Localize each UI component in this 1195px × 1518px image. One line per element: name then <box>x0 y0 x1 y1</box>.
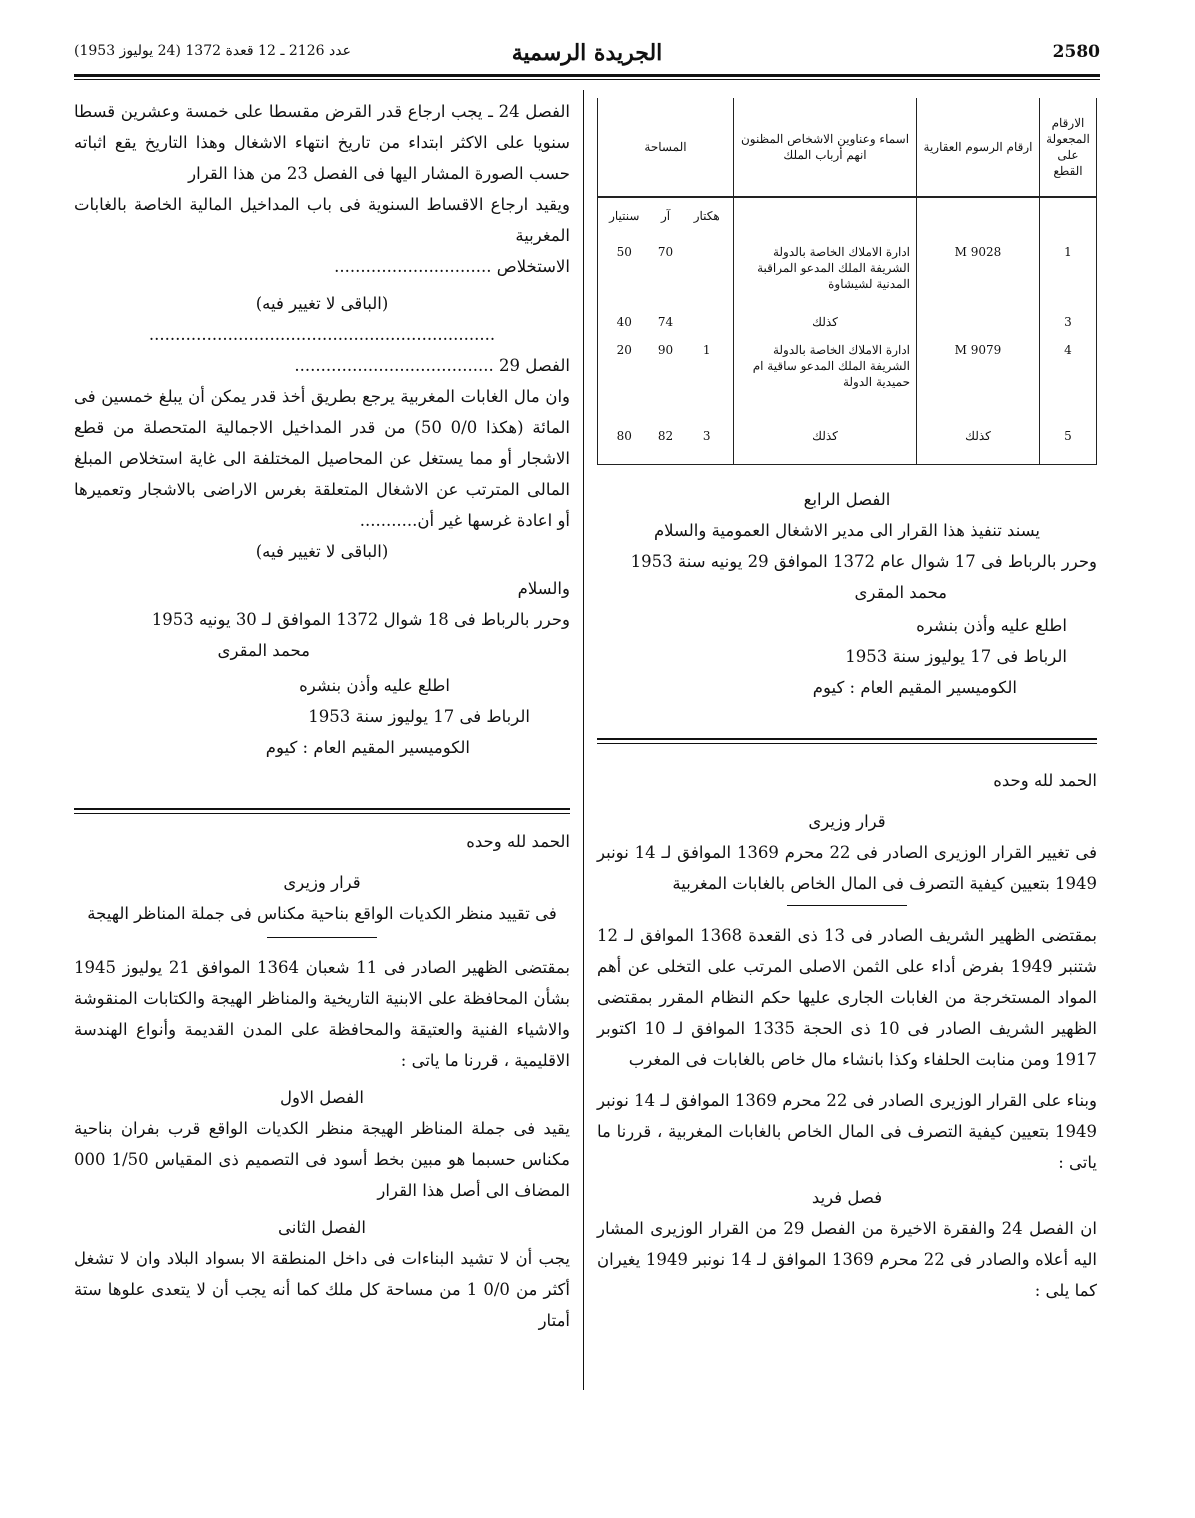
col-land-titles: ارقام الرسوم العقارية <box>917 98 1040 197</box>
section-rule <box>74 808 570 810</box>
collection-line: الاستخلاص .............................. <box>334 257 570 276</box>
basis-paragraph: وبناء على القرار الوزيرى الصادر فى 22 محرم 1369 الموافق لـ 14 نونبر 1949 بتعيين كيفية التصرف فى المال الخاص بالغابات المغربية ، قررنا ما ياتى : <box>597 1091 1097 1172</box>
gazette-title: الجريدة الرسمية <box>511 40 663 66</box>
praise-line: الحمد لله وحده <box>466 832 570 851</box>
subject-rule <box>787 905 907 906</box>
header-rule <box>74 74 1100 77</box>
approval: اطلع عليه وأذن بنشره <box>916 616 1067 635</box>
table-row: 3 كذلك 74 40 <box>598 310 1097 338</box>
header-rule-thin <box>74 79 1100 80</box>
left-top-section <box>74 96 570 763</box>
signatory: محمد المقرى <box>217 641 310 660</box>
unit-hectare: هكتار <box>693 209 720 223</box>
peace-line: والسلام <box>517 579 570 598</box>
decree-subject: فى تغيير القرار الوزيرى الصادر فى 22 محرم 1369 الموافق لـ 14 نونبر 1949 بتعيين كيفية التصرف فى المال الخاص بالغابات المغربية <box>597 843 1097 893</box>
right-bottom-section <box>597 765 1097 1306</box>
section-rule-thin <box>597 743 1097 744</box>
signatory: محمد المقرى <box>854 583 947 602</box>
chapter29-text: وان مال الغابات المغربية يرجع بطريق أخذ قدر يمكن أن يبلغ خمسين فى المائة (هكذا 0/0 50) من قدر المداخيل الاجمالية المتحصلة من قطع الاشجار أو مما يستغل عن المحاصيل المختلفة الى غاية استخلاص المبلغ المالى المترتب عن الاشغال المتعلقة بغرس الاراضى بالاشجار وتعميرها أو اعادة غرسها غير أن........... <box>74 387 571 530</box>
decree-title: قرار وزيرى <box>808 812 886 831</box>
installments-text: ويقيد ارجاع الاقساط السنوية فى باب المداخيل المالية الخاصة بالغابات المغربية <box>74 195 570 245</box>
unchanged-note: (الباقى لا تغيير فيه) <box>255 294 389 313</box>
decree-title: قرار وزيرى <box>283 873 361 892</box>
table-header-row <box>598 98 1097 197</box>
column-divider <box>583 90 584 1390</box>
decree-date: وحرر بالرباط فى 17 شوال عام 1372 الموافق 29 يونيه سنة 1953 <box>630 552 1097 571</box>
chapter29-label: الفصل 29 ...................................... <box>294 356 570 375</box>
page-number: 2580 <box>1052 42 1100 62</box>
preamble-paragraph: بمقتضى الظهير الصادر فى 11 شعبان 1364 الموافق 21 يوليوز 1945 بشأن المحافظة على الابنية التاريخية والمناظر الهيجة والكتابات المنقوشة والاشياء الفنية والعتيقة والمحافظة على المدن القديمة وأنواع الهندسة الاقليمية ، قررنا ما ياتى : <box>74 958 570 1070</box>
unchanged-note: (الباقى لا تغيير فيه) <box>255 542 389 561</box>
col-parcel-numbers: الارقام المجعولة على القطع <box>1040 98 1097 197</box>
subject-rule <box>267 937 377 938</box>
area-units-row <box>598 197 1097 240</box>
issue-info: عدد 2126 ـ 12 قعدة 1372 (24 يوليوز 1953) <box>74 43 351 59</box>
col-owners: اسماء وعناوين الاشخاص المظنون انهم أرباب الملك <box>734 98 917 197</box>
chapter4-title: الفصل الرابع <box>803 490 891 509</box>
chapter4-text: يسند تنفيذ هذا القرار الى مدير الاشغال العمومية والسلام <box>653 521 1041 540</box>
chapter2-title: الفصل الثانى <box>278 1218 366 1237</box>
table-row: 1 M 9028 ادارة الاملاك الخاصة بالدولة الشريفة الملك المدعو المراقبة المدنية لشيشاوة 70 50 <box>598 240 1097 310</box>
table-row: 4 M 9079 ادارة الاملاك الخاصة بالدولة الشريفة الملك المدعو ساقية ام حميدية الدولة 1 90 20 <box>598 338 1097 424</box>
page-header <box>74 40 1100 70</box>
right-top-section <box>597 484 1097 703</box>
parcel-table <box>597 98 1097 465</box>
rabat-date: الرباط فى 17 يوليوز سنة 1953 <box>845 647 1067 666</box>
single-chapter-title: فصل فريد <box>811 1188 883 1207</box>
section-rule <box>597 738 1097 740</box>
rabat-date: الرباط فى 17 يوليوز سنة 1953 <box>308 707 530 726</box>
chapter24-text: الفصل 24 ـ يجب ارجاع قدر القرض مقسطا على خمسة وعشرين قسطا سنويا على الاكثر ابتداء من تاريخ انتهاء الاشغال وهذا التاريخ يقع اثباته حسب الصورة المشار اليها فى الفصل 23 من هذا القرار <box>74 102 570 183</box>
approval: اطلع عليه وأذن بنشره <box>299 676 450 695</box>
chapter2-text: يجب أن لا تشيد البناءات فى داخل المنطقة الا بسواد البلاد وان لا تشغل أكثر من 0/0 1 من مساحة كل ملك كما أنه يجب أن لا يتعدى علوها ستة أمتار <box>74 1249 570 1330</box>
amendment-paragraph: ان الفصل 24 والفقرة الاخيرة من الفصل 29 من القرار الوزيرى المشار اليه أعلاه والصادر فى 22 محرم 1369 الموافق لـ 14 نونبر 1949 يغيران كما يلى : <box>597 1219 1097 1300</box>
col-area: المساحة <box>598 98 734 197</box>
preamble-paragraph: بمقتضى الظهير الشريف الصادر فى 13 ذى القعدة 1368 الموافق لـ 12 شتنبر 1949 بفرض أداء على الثمن الاصلى المرتب على التخلى عن أهم المواد المستخرجة من الغابات الجارى عليها حكم النظام المقرر بمقتضى الظهير الشريف الصادر فى 10 ذى الحجة 1335 الموافق لـ 10 اكتوبر 1917 ومن منابت الحلفاء وكذا بانشاء مال خاص بالغابات فى المغرب <box>597 926 1097 1069</box>
praise-line: الحمد لله وحده <box>993 771 1097 790</box>
dotted-line: .................................................................. <box>148 325 496 344</box>
unit-are: آر <box>660 209 671 223</box>
chapter1-text: يقيد فى جملة المناظر الهيجة منظر الكديات الواقع قرب بفران بناحية مكناس حسبما هو مبين بخط أسود فى التصميم ذى المقياس 1/50 000 المضاف الى أصل هذا القرار <box>74 1119 570 1200</box>
section-rule-thin <box>74 813 570 814</box>
decree-subject: فى تقييد منظر الكديات الواقع بناحية مكناس فى جملة المناظر الهيجة <box>87 904 557 923</box>
decree-date: وحرر بالرباط فى 18 شوال 1372 الموافق لـ 30 يونيه 1953 <box>151 610 570 629</box>
left-bottom-section <box>74 826 570 1336</box>
unit-centiare: سنتيار <box>609 209 640 223</box>
table-row: 5 كذلك كذلك 3 82 80 <box>598 424 1097 464</box>
chapter1-title: الفصل الاول <box>280 1088 364 1107</box>
commissioner: الكوميسير المقيم العام : كيوم <box>812 678 1017 697</box>
commissioner: الكوميسير المقيم العام : كيوم <box>265 738 470 757</box>
